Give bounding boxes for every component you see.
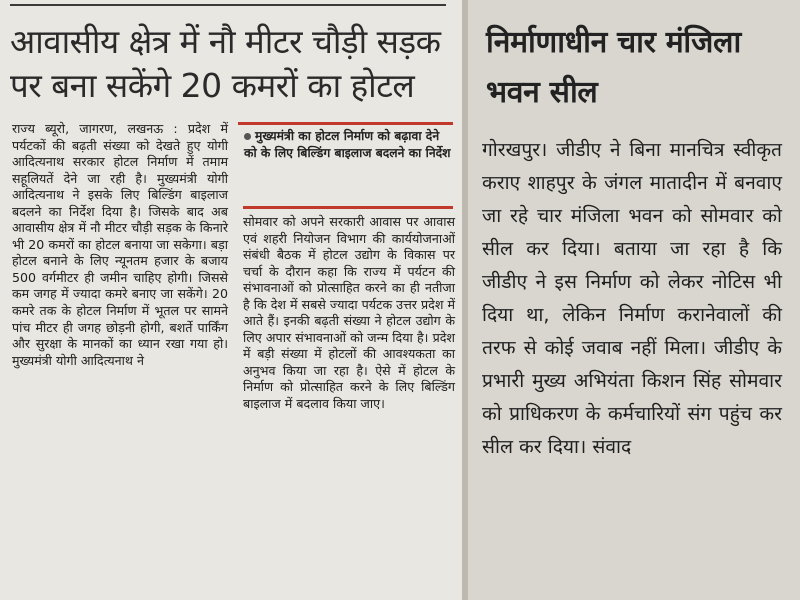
left-article-column-1: [12, 121, 228, 369]
bullet-top-rule: [243, 122, 453, 125]
column-1-text: राज्य ब्यूरो, जागरण, लखनऊ : प्रदेश में पर्यटकों की बढ़ती संख्या को देखते हुए योगी आदित्यनाथ सरकार होटल निर्माण में तमाम सहूलियतें देने जा रही है। मुख्यमंत्री योगी आदित्यनाथ ने इसके लिए बिल्डिंग बाइलाज बदलने का निर्देश दिया है। जिसके बाद अब आवासीय क्षेत्र में नौ मीटर चौड़ी सड़क के किनारे भी 20 कमरों का होटल बनाया जा सकेगा। बड़ा होटल बनाने के लिए न्यूनतम हजार के बजाय 500 वर्गमीटर ही जमीन चाहिए होगी। जिससे कम जगह में ज्यादा कमरे बनाए जा सकेंगे। 20 कमरे तक के होटल निर्माण में भूतल पर सामने पांच मीटर ही जगह छोड़नी होगी, बशर्ते पार्किंग और सुरक्षा के मानकों का ध्यान रखा गया हो। मुख्यमंत्री योगी आदित्यनाथ ने: [12, 121, 228, 368]
right-article-body: [482, 133, 782, 463]
left-article-column-2: [243, 214, 455, 413]
highlight-text: मुख्यमंत्री का होटल निर्माण को बढ़ावा देने को के लिए बिल्डिंग बाइलाज बदलने का निर्देश: [244, 129, 451, 160]
bullet-icon: [244, 133, 251, 140]
left-headline-text: आवासीय क्षेत्र में नौ मीटर चौड़ी सड़क पर बना सकेंगे 20 कमरों का होटल: [10, 22, 441, 105]
column-2-text: सोमवार को अपने सरकारी आवास पर आवास एवं शहरी नियोजन विभाग की कार्ययोजनाओं संबंधी बैठक में होटल उद्योग के विकास पर चर्चा के दौरान कहा कि राज्य में पर्यटन की संभावनाओं को प्रोत्साहित करने का ही नतीजा है कि देश में सबसे ज्यादा पर्यटक उत्तर प्रदेश में आते हैं। इनकी बढ़ती संख्या ने होटल उद्योग के लिए अपार संभावनाओं को जन्म दिया है। प्रदेश में बड़ी संख्या में होटलों की आवश्यकता का अनुभव किया जा रहा है। ऐसे में होटल के निर्माण को प्रोत्साहित करने के लिए बिल्डिंग बाइलाज में बदलाव किया जाए।: [243, 214, 455, 412]
right-headline: निर्माणाधीन चार मंजिला भवन सील: [486, 25, 741, 110]
left-headline: [10, 20, 450, 108]
bullet-bottom-rule: [243, 206, 453, 209]
highlight-box: [244, 128, 452, 162]
right-article-text: गोरखपुर। जीडीए ने बिना मानचित्र स्वीकृत कराए शाहपुर के जंगल मातादीन में बनवाए जा रहे चार मंजिला भवन को सोमवार को सील कर दिया। बताया जा रहा है कि जीडीए ने इस निर्माण को लेकर नोटिस भी दिया था, लेकिन निर्माण करानेवालों की तरफ से कोई जवाब नहीं मिला। जीडीए के प्रभारी मुख्य अभियंता किशन सिंह सोमवार को प्राधिकरण के कर्मचारियों संग पहुंच कर सील कर दिया। संवाद: [482, 138, 782, 458]
top-rule: [10, 4, 446, 6]
